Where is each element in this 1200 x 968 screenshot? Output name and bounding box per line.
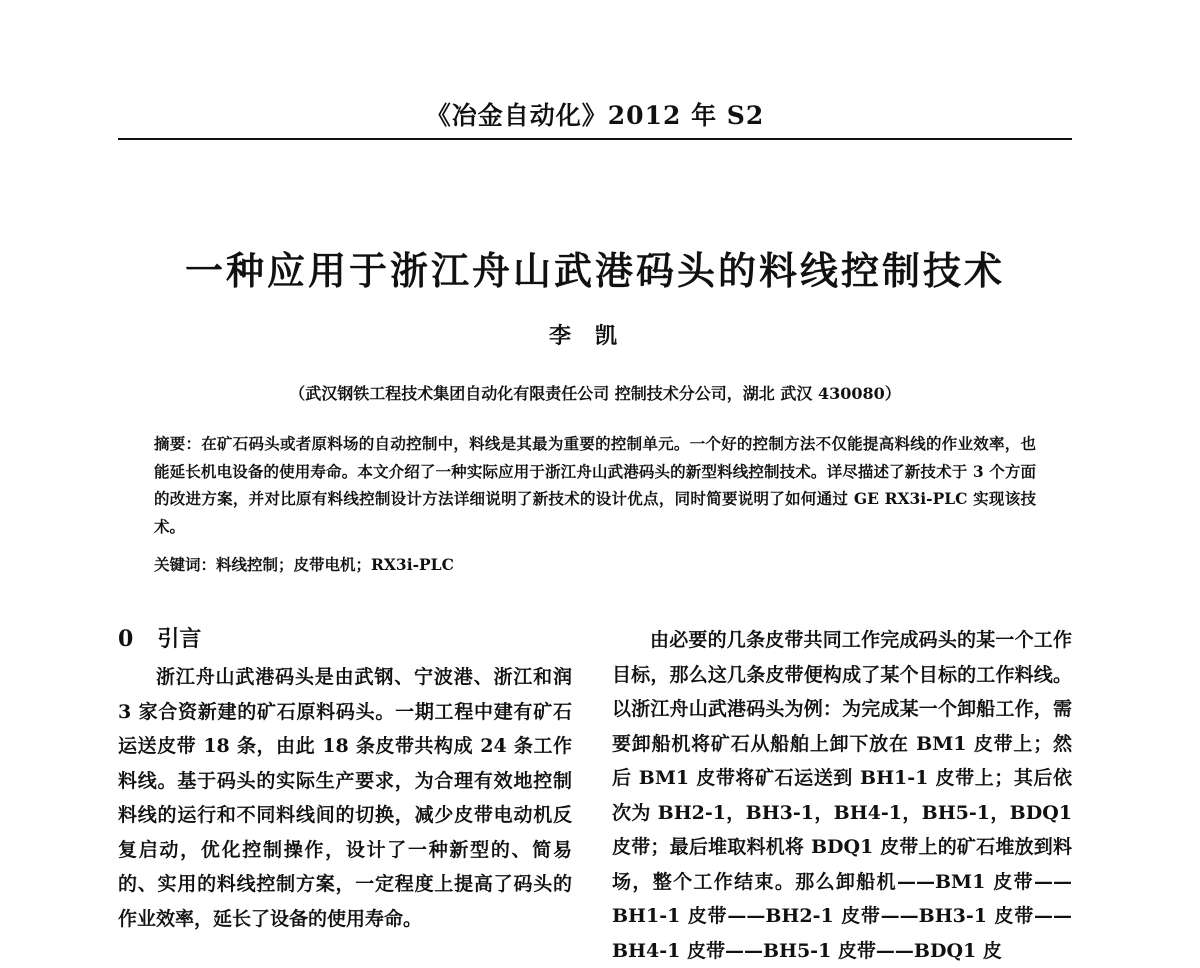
paper-title: 一种应用于浙江舟山武港码头的料线控制技术 bbox=[184, 249, 1005, 293]
section-number: 0 bbox=[118, 626, 134, 652]
right-column-text: 由必要的几条皮带共同工作完成码头的某一个工作目标，那么这几条皮带便构成了某个目标的工作料线。以浙江舟山武港码头为例：为完成某一个卸船工作，需要卸船机将矿石从船舶上卸下放在 BM1 皮带上；然后 BM1 皮带将矿石运送到 BH1-1 皮带上；其后依次为 BH2-1，BH3-1，BH4-1，BH5-1，BDQ1 皮带；最后堆取料机将 BDQ1 皮带上的矿石堆放到料场，整个工作结束。那么卸船机——BM1 皮带——BH1-1 皮带——BH2-1 皮带——BH3-1 皮带——BH4-1 皮带——BH5-1 皮带——BDQ1 皮 bbox=[612, 629, 1072, 962]
abstract bbox=[154, 430, 1036, 540]
author-name: 李凯 bbox=[548, 323, 641, 349]
abstract-text: 在矿石码头或者原料场的自动控制中，料线是其最为重要的控制单元。一个好的控制方法不仅能提高料线的作业效率，也能延长机电设备的使用寿命。本文介绍了一种实际应用于浙江舟山武港码头的新型料线控制技术。详尽描述了新技术于 3 个方面的改进方案，并对比原有料线控制设计方法详细说明了新技术的设计优点，同时简要说明了如何通过 GE RX3i-PLC 实现该技术。 bbox=[154, 434, 1036, 536]
journal-header: 《冶金自动化》2012 年 S2 bbox=[425, 101, 765, 130]
section-title: 引言 bbox=[157, 626, 202, 652]
keywords bbox=[154, 551, 1036, 579]
left-column-text: 浙江舟山武港码头是由武钢、宁波港、浙江和润 3 家合资新建的矿石原料码头。一期工程中建有矿石运送皮带 18 条，由此 18 条皮带共构成 24 条工作料线。基于码头的实际生产要求，为合理有效地控制料线的运行和不同料线间的切换，减少皮带电动机反复启动，优化控制操作，设计了一种新型的、简易的、实用的料线控制方案，一定程度上提高了码头的作业效率，延长了设备的使用寿命。 bbox=[118, 666, 572, 930]
keywords-text: 料线控制；皮带电机；RX3i-PLC bbox=[216, 555, 454, 574]
abstract-label: 摘要： bbox=[154, 434, 202, 453]
affiliation: （武汉钢铁工程技术集团自动化有限责任公司 控制技术分公司，湖北 武汉 430080） bbox=[289, 384, 901, 403]
section-heading bbox=[118, 622, 201, 653]
header-rule bbox=[118, 138, 1072, 140]
keywords-label: 关键词： bbox=[154, 555, 217, 574]
